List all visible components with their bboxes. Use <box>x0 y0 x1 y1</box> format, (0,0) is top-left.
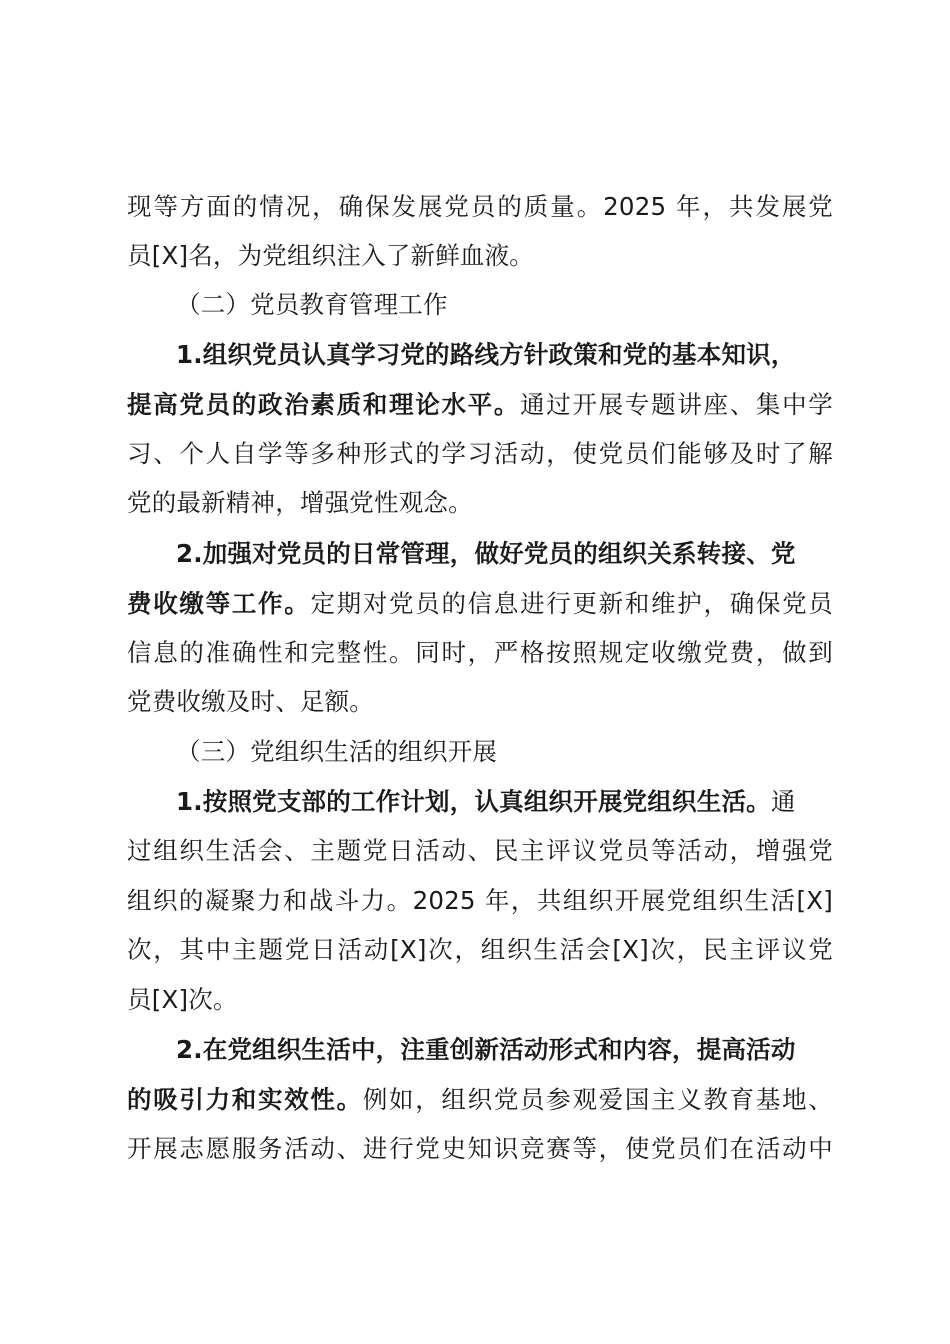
section-heading <box>176 289 448 321</box>
paragraph-line <box>127 191 833 223</box>
paragraph-line <box>127 588 833 620</box>
line-text: 党的最新精神，增强党性观念。 <box>127 488 473 517</box>
line-text: 定期对党员的信息进行更新和维护，确保党员 <box>310 589 834 618</box>
bold-lead: 1.按照党支部的工作计划，认真组织开展党组织生活。 <box>176 787 771 816</box>
paragraph-line <box>127 885 833 917</box>
heading-text: （三）党组织生活的组织开展 <box>176 737 498 766</box>
section-heading <box>176 736 497 768</box>
bold-lead: 2.在党组织生活中，注重创新活动形式和内容，提高活动 <box>176 1035 796 1064</box>
line-text: 通过开展专题讲座、集中学 <box>520 390 834 419</box>
paragraph-line <box>127 637 833 669</box>
paragraph-line <box>127 438 833 470</box>
bold-lead: 1.组织党员认真学习党的路线方针政策和党的基本知识， <box>176 340 796 369</box>
paragraph-line <box>127 934 833 966</box>
line-text: 开展志愿服务活动、进行党史知识竞赛等，使党员们在活动中 <box>127 1134 833 1163</box>
paragraph-line <box>176 538 796 570</box>
bold-lead: 费收缴等工作。 <box>127 589 311 618</box>
line-text: 信息的准确性和完整性。同时，严格按照规定收缴党费，做到 <box>127 638 833 667</box>
bold-lead: 提高党员的政治素质和理论水平。 <box>127 390 521 419</box>
paragraph-line <box>127 240 534 272</box>
paragraph-line <box>176 339 796 371</box>
line-text: 次，其中主题党日活动[X]次，组织生活会[X]次，民主评议党 <box>127 935 833 964</box>
line-text: 组织的凝聚力和战斗力。2025 年，共组织开展党组织生活[X] <box>127 886 833 915</box>
paragraph-line <box>176 786 796 818</box>
line-text: 习、个人自学等多种形式的学习活动，使党员们能够及时了解 <box>127 439 833 468</box>
paragraph-line <box>127 984 238 1016</box>
paragraph-line <box>127 1084 833 1116</box>
paragraph-line <box>176 1034 796 1066</box>
paragraph-line <box>127 487 473 519</box>
line-text: 现等方面的情况，确保发展党员的质量。2025 年，共发展党 <box>127 192 833 221</box>
line-text: 员[X]次。 <box>127 985 238 1014</box>
bold-lead: 的吸引力和实效性。 <box>127 1085 363 1114</box>
paragraph-line <box>127 1133 833 1165</box>
heading-text: （二）党员教育管理工作 <box>176 290 448 319</box>
line-text: 例如，组织党员参观爱国主义教育基地、 <box>362 1085 833 1114</box>
paragraph-line <box>127 686 374 718</box>
line-text: 过组织生活会、主题党日活动、民主评议党员等活动，增强党 <box>127 836 833 865</box>
line-text: 党费收缴及时、足额。 <box>127 687 374 716</box>
line-text: 通 <box>770 787 796 816</box>
paragraph-line <box>127 389 833 421</box>
bold-lead: 2.加强对党员的日常管理，做好党员的组织关系转接、党 <box>176 539 796 568</box>
line-text: 员[X]名，为党组织注入了新鲜血液。 <box>127 241 534 270</box>
paragraph-line <box>127 835 833 867</box>
